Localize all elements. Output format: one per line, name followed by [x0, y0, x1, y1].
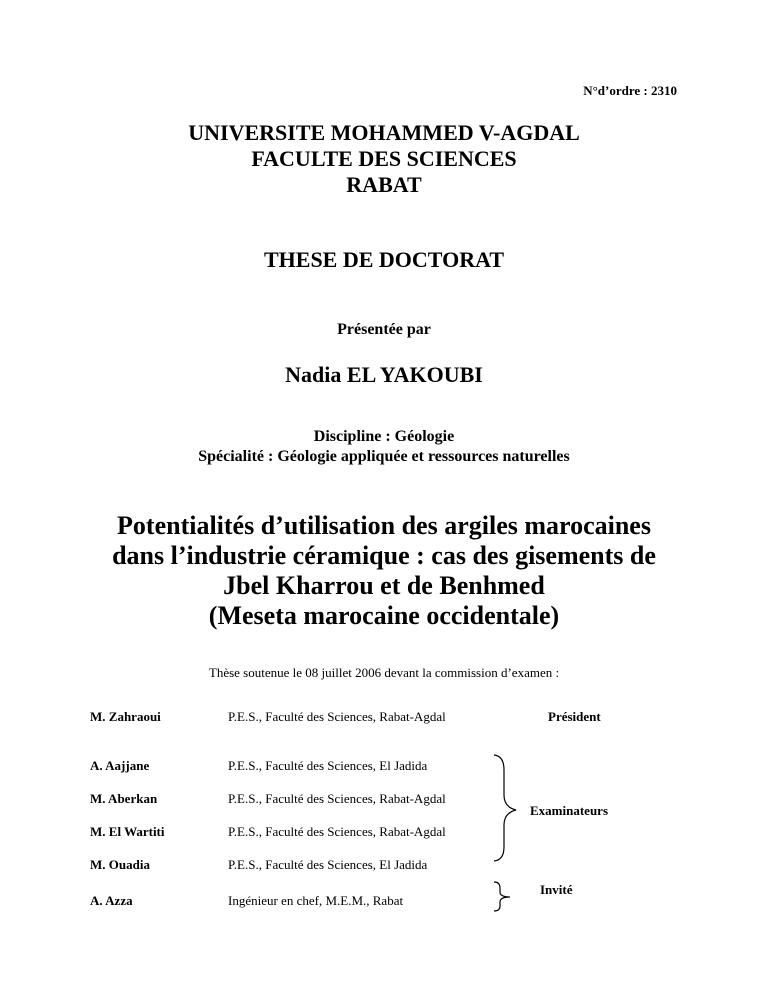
university-name: UNIVERSITE MOHAMMED V-AGDAL — [188, 120, 580, 145]
jury-member-affiliation: Ingénieur en chef, M.E.M., Rabat — [228, 893, 404, 908]
jury-member-name: M. El Wartiti — [90, 824, 165, 839]
faculty-name: FACULTE DES SCIENCES — [251, 146, 517, 171]
jury-member-name: A. Aajjane — [90, 758, 150, 773]
presented-by-label: Présentée par — [337, 321, 431, 338]
jury-member-affiliation: P.E.S., Faculté des Sciences, El Jadida — [228, 758, 428, 773]
jury-member-name: M. Zahraoui — [90, 709, 161, 724]
thesis-title — [0, 511, 768, 631]
city-name: RABAT — [346, 172, 422, 197]
title-line-1: Potentialités d’utilisation des argiles marocaines — [117, 511, 651, 540]
title-line-4: (Meseta marocaine occidentale) — [208, 601, 560, 630]
examiners-brace — [494, 755, 516, 861]
university-block — [0, 120, 768, 198]
jury-brackets — [488, 0, 548, 994]
role-guest: Invité — [540, 882, 573, 897]
order-number: N°d’ordre : 2310 — [583, 83, 677, 98]
role-president: Président — [548, 709, 601, 724]
specialty: Spécialité : Géologie appliquée et ressources naturelles — [198, 448, 570, 465]
jury-member-name: M. Aberkan — [90, 791, 158, 806]
discipline-block — [0, 427, 768, 467]
title-line-3: Jbel Kharrou et de Benhmed — [223, 571, 545, 600]
jury-member-name: A. Azza — [90, 893, 133, 908]
jury-member-name: M. Ouadia — [90, 857, 150, 872]
jury-member-affiliation: P.E.S., Faculté des Sciences, Rabat-Agdal — [228, 824, 446, 839]
thesis-type: THESE DE DOCTORAT — [263, 247, 505, 272]
jury-member-affiliation: P.E.S., Faculté des Sciences, El Jadida — [228, 857, 428, 872]
discipline: Discipline : Géologie — [313, 428, 455, 445]
defense-statement: Thèse soutenue le 08 juillet 2006 devant la commission d’examen : — [208, 665, 560, 680]
author-name: Nadia EL YAKOUBI — [285, 362, 483, 387]
title-line-2: dans l’industrie céramique : cas des gisements de — [112, 541, 656, 570]
jury-member-affiliation: P.E.S., Faculté des Sciences, Rabat-Agdal — [228, 709, 446, 724]
guest-brace — [494, 882, 510, 911]
jury-member-affiliation: P.E.S., Faculté des Sciences, Rabat-Agdal — [228, 791, 446, 806]
role-examiners: Examinateurs — [530, 803, 608, 818]
